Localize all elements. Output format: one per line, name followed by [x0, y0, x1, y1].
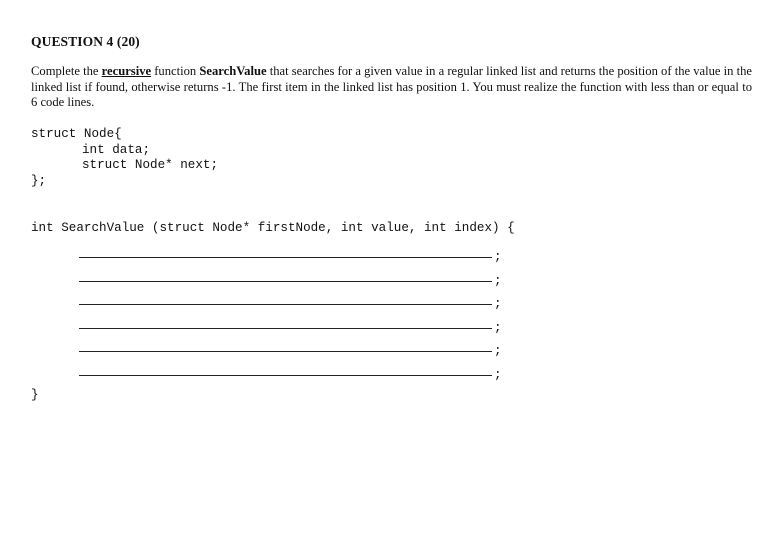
struct-line-3: struct Node* next; — [82, 158, 219, 172]
answer-blank-3[interactable] — [79, 304, 492, 305]
keyword-function-name: SearchValue — [199, 64, 267, 78]
intro-prefix: Complete the — [31, 64, 102, 78]
answer-blank-5[interactable] — [79, 351, 492, 352]
answer-semicolon-1: ; — [494, 250, 502, 264]
struct-line-4: }; — [31, 174, 47, 188]
answer-blank-2[interactable] — [79, 281, 492, 282]
answer-semicolon-2: ; — [494, 274, 502, 288]
question-description — [31, 64, 752, 111]
answer-semicolon-4: ; — [494, 321, 502, 335]
intro-rest: that searches for a given value in a regular linked list and returns the position of the value in the linked list if found, otherwise returns -1. The first item in the linked list has position 1. You must realize the function with less than or equal to 6 code lines. — [31, 64, 752, 109]
function-signature: int SearchValue (struct Node* firstNode, int value, int index) { — [31, 221, 515, 235]
intro-mid: function — [151, 64, 200, 78]
function-closing-brace: } — [31, 388, 39, 402]
struct-line-1: struct Node{ — [31, 127, 122, 141]
answer-semicolon-6: ; — [494, 368, 502, 382]
answer-blank-1[interactable] — [79, 257, 492, 258]
struct-line-2: int data; — [82, 143, 151, 157]
question-title: QUESTION 4 (20) — [31, 34, 140, 49]
answer-blank-4[interactable] — [79, 328, 492, 329]
keyword-recursive: recursive — [101, 64, 152, 78]
answer-semicolon-5: ; — [494, 344, 502, 358]
answer-semicolon-3: ; — [494, 297, 502, 311]
answer-blank-6[interactable] — [79, 375, 492, 376]
